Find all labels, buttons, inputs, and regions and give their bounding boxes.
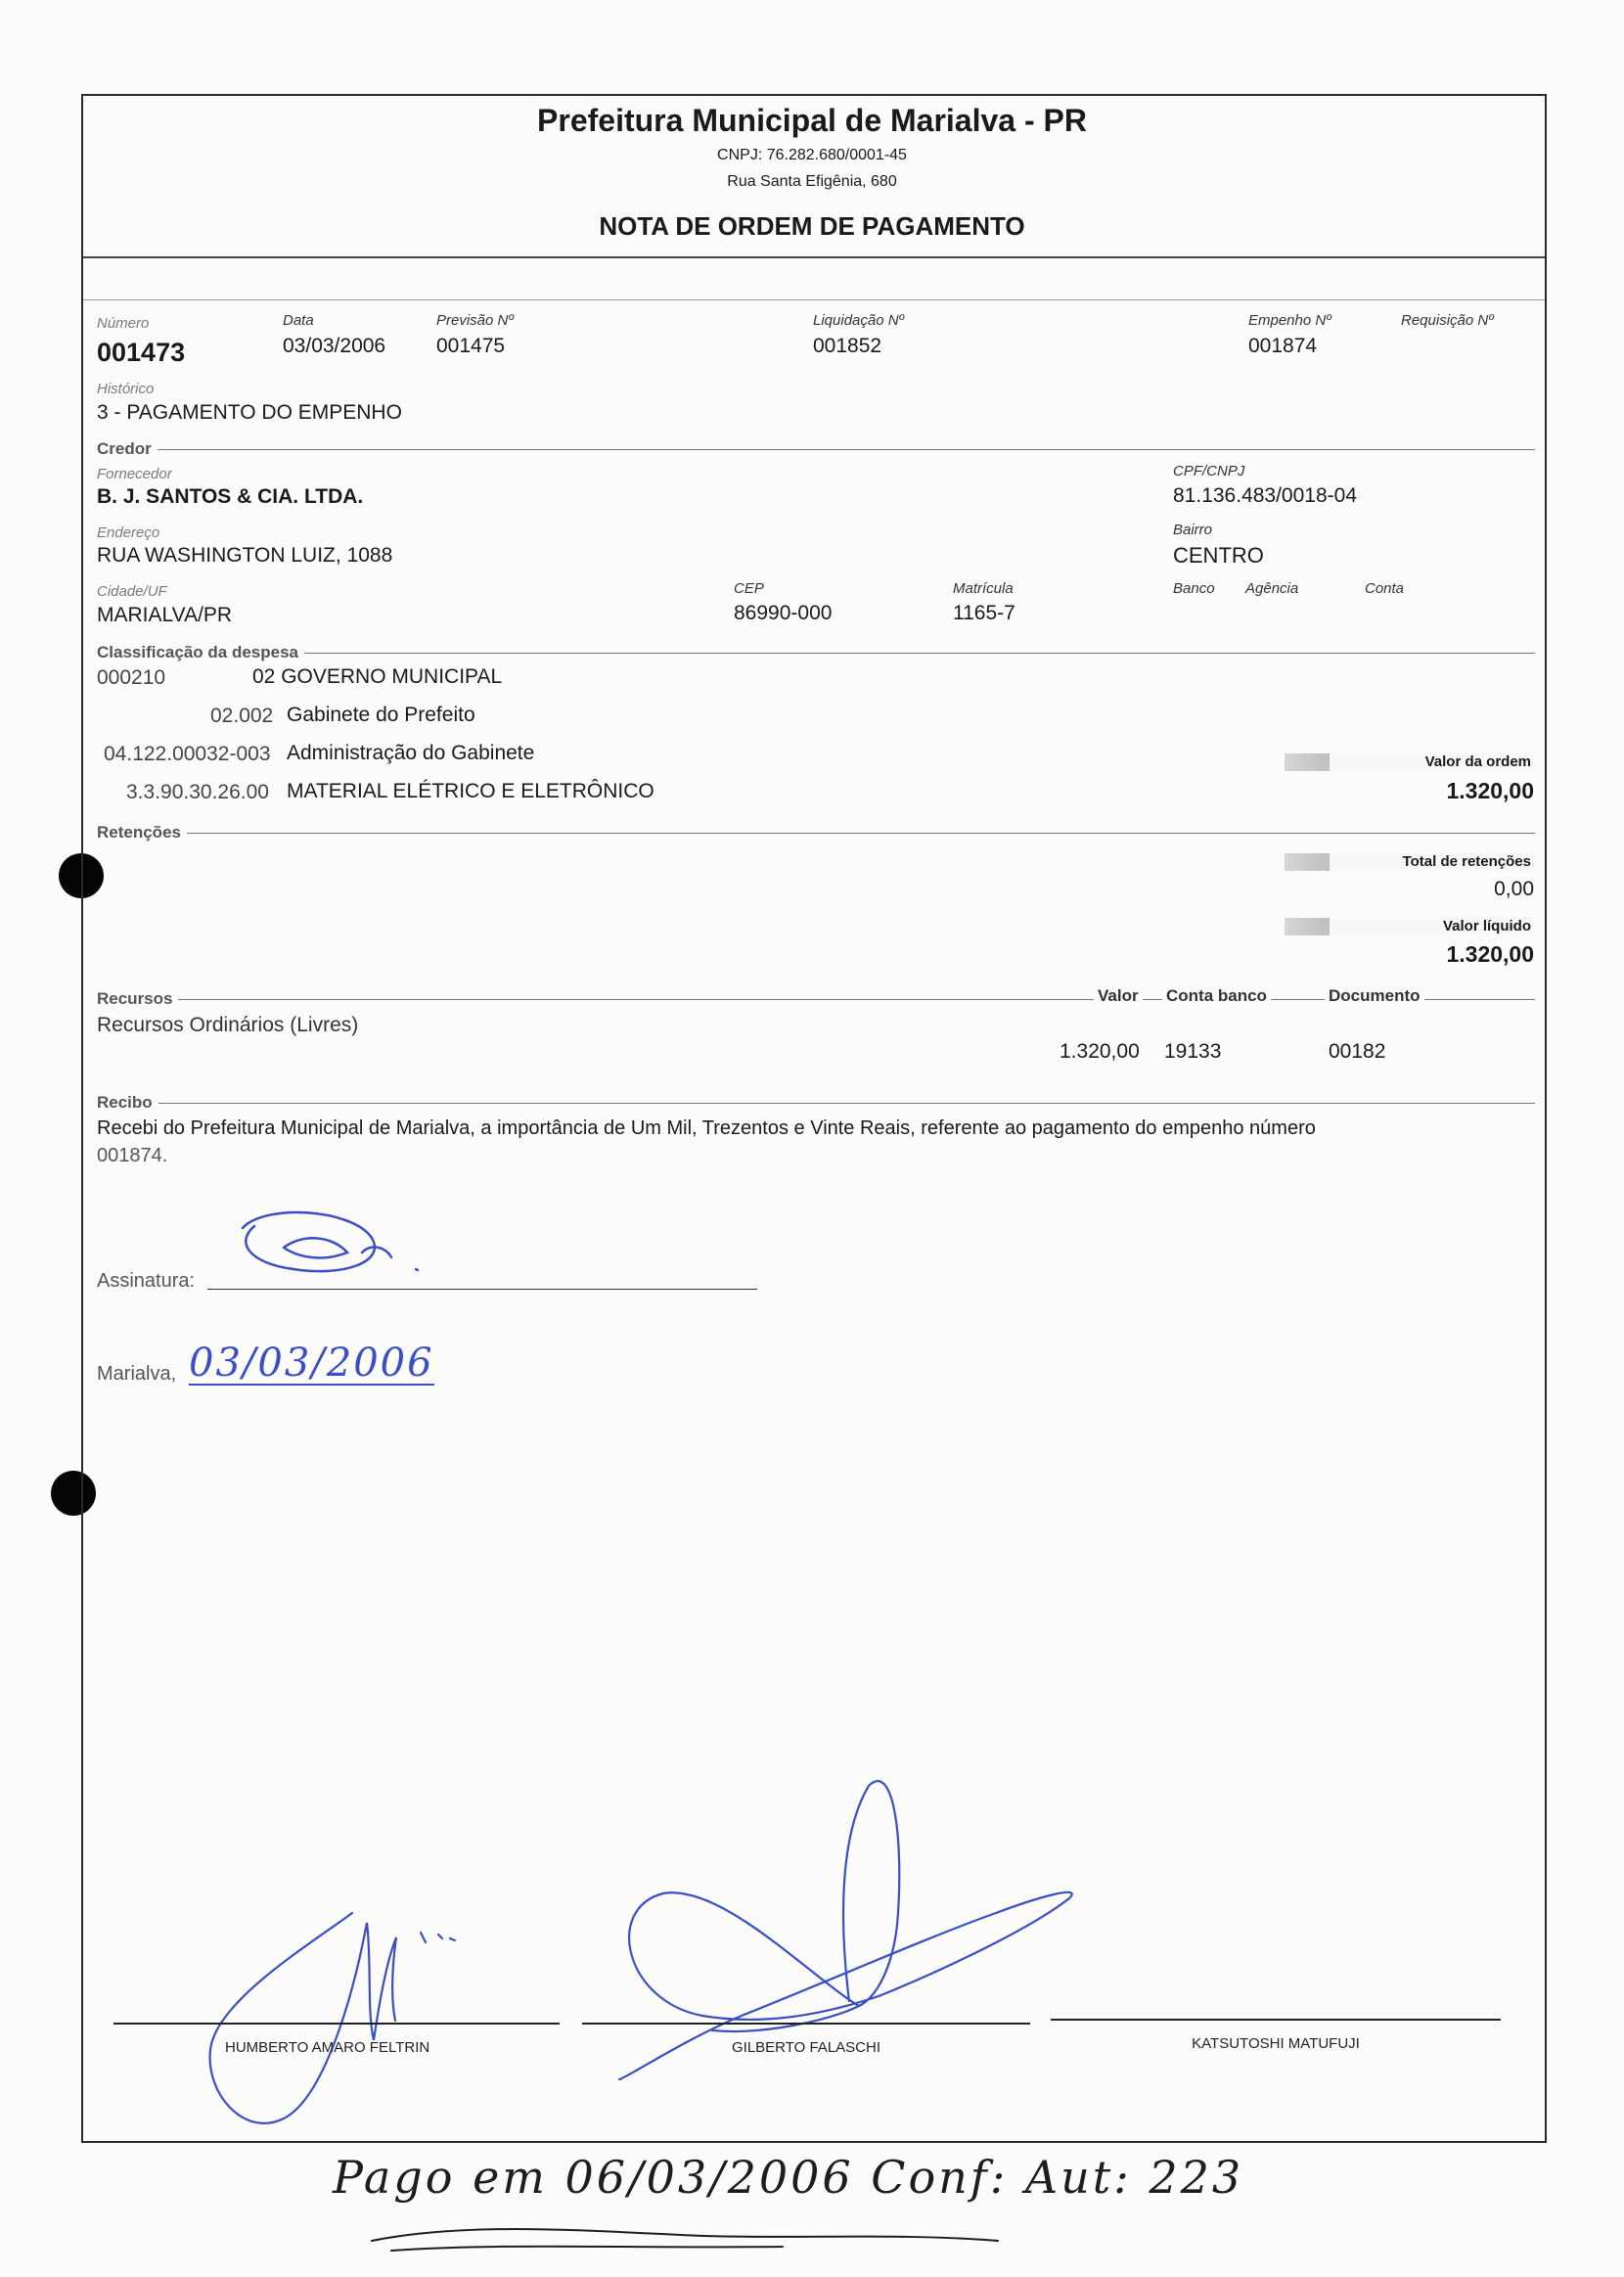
page-title: Prefeitura Municipal de Marialva - PR (537, 103, 1087, 138)
signature-line-1 (113, 2023, 560, 2025)
previsao-label: Previsão Nº (436, 312, 514, 329)
fornecedor-value: B. J. SANTOS & CIA. LTDA. (97, 485, 364, 508)
liquidacao-value: 001852 (813, 335, 882, 357)
recursos-conta-header: Conta banco (1162, 986, 1271, 1006)
cep-label: CEP (734, 580, 764, 597)
header-divider (83, 256, 1545, 258)
numero-value: 001473 (97, 338, 186, 367)
class-code-1: 000210 (97, 666, 166, 689)
recursos-section: Recursos (97, 989, 178, 1009)
recibo-signature (225, 1208, 460, 1287)
liquidacao-label: Liquidação Nº (813, 312, 905, 329)
valor-liquido-label: Valor líquido (1285, 918, 1534, 935)
cpf-label: CPF/CNPJ (1173, 463, 1245, 479)
retencoes-section: Retenções (97, 823, 187, 842)
signatory-name-3: KATSUTOSHI MATUFUJI (1192, 2035, 1360, 2052)
document-title: NOTA DE ORDEM DE PAGAMENTO (599, 211, 1025, 241)
assinatura-label: Assinatura: (97, 1270, 196, 1292)
historico-value: 3 - PAGAMENTO DO EMPENHO (97, 401, 402, 424)
handwritten-date: 03/03/2006 (189, 1341, 434, 1386)
ids-top-line (83, 299, 1545, 300)
matricula-value: 1165-7 (953, 602, 1015, 624)
cidade-value: MARIALVA/PR (97, 604, 233, 626)
recibo-text-line1: Recebi do Prefeitura Municipal de Marialva, a importância de Um Mil, Trezentos e Vinte Reais, referente ao pagamento do empenho número (97, 1117, 1316, 1139)
class-desc-2: Gabinete do Prefeito (287, 704, 475, 726)
fornecedor-label: Fornecedor (97, 466, 172, 482)
endereco-label: Endereço (97, 524, 160, 541)
classificacao-rule (97, 653, 1535, 654)
conta-label: Conta (1365, 580, 1405, 597)
valor-ordem-value: 1.320,00 (1446, 778, 1534, 803)
cep-value: 86990-000 (734, 602, 833, 624)
valor-liquido-value: 1.320,00 (1446, 941, 1534, 967)
valor-ordem-label: Valor da ordem (1285, 753, 1534, 771)
recibo-rule (97, 1103, 1535, 1104)
class-code-2: 02.002 (210, 705, 274, 727)
recursos-conta: 19133 (1164, 1040, 1222, 1063)
requisicao-label: Requisição Nº (1401, 312, 1494, 329)
signatory-name-1: HUMBERTO AMARO FELTRIN (225, 2039, 430, 2056)
banco-label: Banco (1173, 580, 1215, 597)
assinatura-line (207, 1289, 757, 1290)
handwritten-payment-note: Pago em 06/03/2006 Conf: Aut: 223 (333, 2151, 1244, 2204)
bairro-value: CENTRO (1173, 543, 1264, 568)
numero-label: Número (97, 315, 150, 332)
recursos-documento: 00182 (1329, 1040, 1386, 1063)
data-value: 03/03/2006 (283, 335, 386, 357)
class-desc-4: MATERIAL ELÉTRICO E ELETRÔNICO (287, 780, 654, 802)
recibo-text-line2: 001874. (97, 1145, 168, 1166)
agencia-label: Agência (1245, 580, 1299, 597)
signature-line-3 (1051, 2019, 1501, 2021)
retencoes-rule (97, 833, 1535, 834)
class-code-3: 04.122.00032-003 (104, 743, 271, 765)
local-label: Marialva, (97, 1363, 177, 1385)
footer-scribble (352, 2211, 1017, 2260)
endereco-value: RUA WASHINGTON LUIZ, 1088 (97, 544, 393, 567)
recursos-valor-header: Valor (1094, 986, 1143, 1006)
empenho-value: 001874 (1248, 335, 1318, 357)
data-label: Data (283, 312, 314, 329)
recursos-documento-header: Documento (1325, 986, 1424, 1006)
class-desc-1: 02 GOVERNO MUNICIPAL (252, 665, 503, 688)
recursos-rule (97, 999, 1535, 1000)
historico-label: Histórico (97, 381, 155, 397)
classificacao-section: Classificação da despesa (97, 643, 304, 662)
class-code-4: 3.3.90.30.26.00 (126, 781, 269, 803)
class-desc-3: Administração do Gabinete (287, 742, 535, 764)
cpf-value: 81.136.483/0018-04 (1173, 484, 1358, 507)
credor-rule (97, 449, 1535, 450)
empenho-label: Empenho Nº (1248, 312, 1331, 329)
total-retencoes-label: Total de retenções (1285, 853, 1534, 871)
cidade-label: Cidade/UF (97, 583, 167, 600)
total-retencoes-value: 0,00 (1494, 878, 1534, 900)
signatory-name-2: GILBERTO FALASCHI (732, 2039, 880, 2056)
credor-section: Credor (97, 439, 158, 459)
header-address: Rua Santa Efigênia, 680 (727, 173, 897, 190)
recursos-fonte: Recursos Ordinários (Livres) (97, 1014, 359, 1036)
header-cnpj: CNPJ: 76.282.680/0001-45 (717, 147, 907, 163)
bairro-label: Bairro (1173, 522, 1213, 538)
recursos-valor: 1.320,00 (1060, 1040, 1140, 1063)
previsao-value: 001475 (436, 335, 506, 357)
signature-humberto (186, 1884, 479, 2138)
recibo-section: Recibo (97, 1093, 158, 1113)
matricula-label: Matrícula (953, 580, 1014, 597)
signature-line-2 (582, 2023, 1030, 2025)
